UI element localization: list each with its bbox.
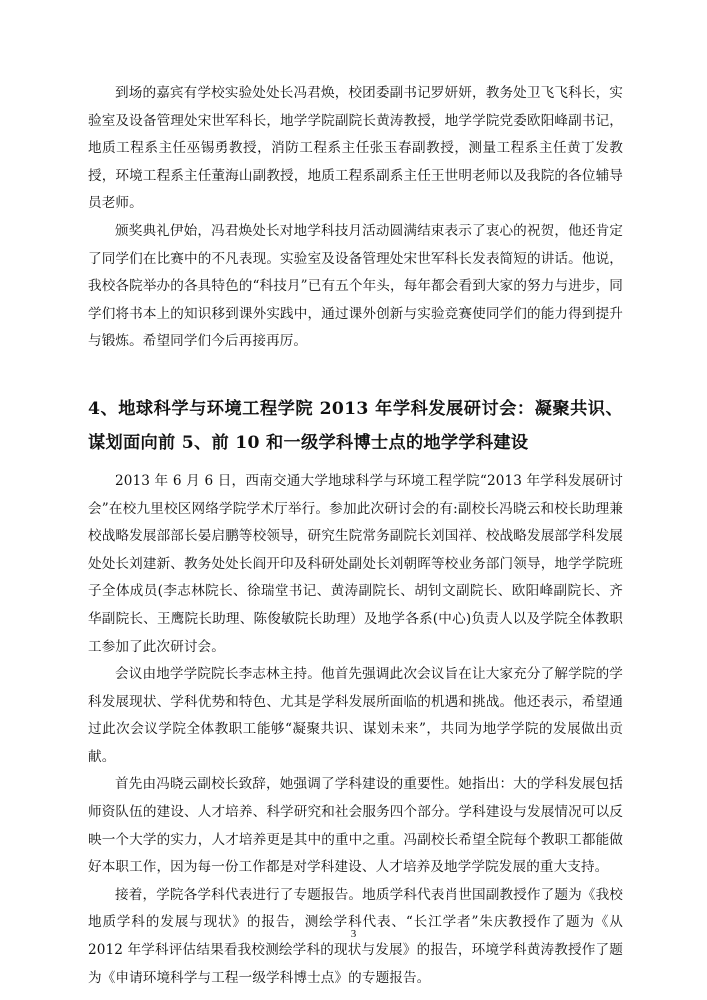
paragraph-vice-president: 首先由冯晓云副校长致辞，她强调了学科建设的重要性。她指出：大的学科发展包括师资队伍的建设、人才培养、科学研究和社会服务四个部分。学科建设与发展情况可以反映一个大学的实力，人才培养更是其中的重中之重。冯副校长希望全院每个教职工都能做好本职工作，因为每一份工作都是对学科建设、人才培养及地学学院发展的重大支持。 <box>88 776 623 876</box>
paragraph-reports: 接着，学院各学科代表进行了专题报告。地质学科代表肖世国副教授作了题为《我校地质学科的发展与现状》的报告，测绘学科代表、“长江学者”朱庆教授作了题为《从 2012 年学科评估结果看我校测绘学科的现状与发展》的报告，环境学科黄涛教授作了题为《申请环境科学与工程一级学科博士点》的专题报告。 <box>88 886 623 986</box>
document-page <box>88 80 623 992</box>
section-heading: 4、地球科学与环境工程学院 2013 年学科发展研讨会：凝聚共识、谋划面向前 5、前 10 和一级学科博士点的地学学科建设 <box>88 398 623 453</box>
page-number: 3 <box>350 928 357 940</box>
paragraph-ceremony: 颁奖典礼伊始，冯君焕处长对地学科技月活动圆满结束表示了衷心的祝贺，他还肯定了同学们在比赛中的不凡表现。实验室及设备管理处宋世军科长发表简短的讲话。他说，我校各院举办的各具特色的“科技月”已有五个年头，每年都会看到大家的努力与进步，同学们将书本上的知识移到课外实践中，通过课外创新与实验竞赛使同学们的能力得到提升与锻炼。希望同学们今后再接再厉。 <box>88 222 623 350</box>
paragraph-seminar-intro: 2013 年 6 月 6 日，西南交通大学地球科学与环境工程学院“2013 年学科发展研讨会”在校九里校区网络学院学术厅举行。参加此次研讨会的有:副校长冯晓云和校长助理兼校战略发展部部长晏启鹏等校领导，研究生院常务副院长刘国祥、校战略发展部学科发展处处长刘建新、教务处处长阎开印及科研处副处长刘朝晖等校业务部门领导，地学学院班子全体成员(李志林院长、徐瑞堂书记、黄涛副院长、胡钊文副院长、欧阳峰副院长、齐华副院长、王鹰院长助理、陈俊敏院长助理）及地学各系(中心)负责人以及学院全体教职工参加了此次研讨会。 <box>88 472 623 655</box>
paragraph-chair: 会议由地学学院院长李志林主持。他首先强调此次会议旨在让大家充分了解学院的学科发展现状、学科优势和特色、尤其是学科发展所面临的机遇和挑战。他还表示，希望通过此次会议学院全体教职工能够“凝聚共识、谋划未来”，共同为地学学院的发展做出贡献。 <box>88 666 623 765</box>
paragraph-guests: 到场的嘉宾有学校实验处处长冯君焕，校团委副书记罗妍妍，教务处卫飞飞科长，实验室及设备管理处宋世军科长，地学学院副院长黄涛教授，地学学院党委欧阳峰副书记，地质工程系主任巫锡勇教授，消防工程系主任张玉春副教授，测量工程系主任黄丁发教授，环境工程系主任董海山副教授，地质工程系副系主任王世明老师以及我院的各位辅导员老师。 <box>88 85 623 212</box>
